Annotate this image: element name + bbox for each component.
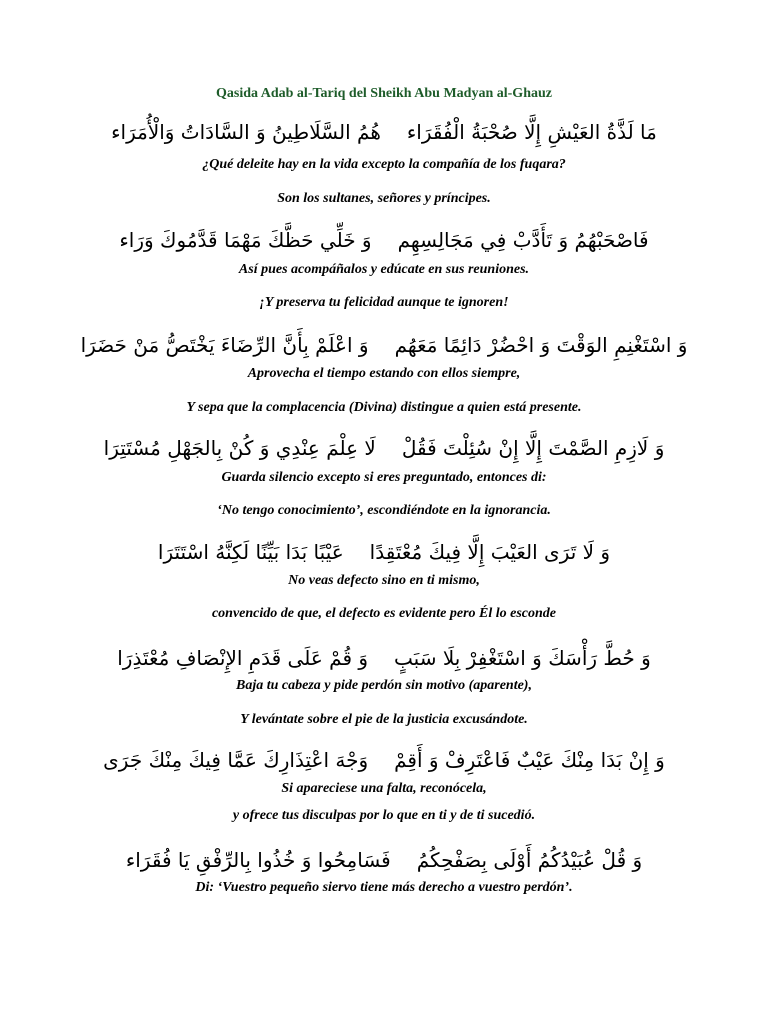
spanish-line: Aprovecha el tiempo estando con ellos siempre,	[247, 366, 521, 381]
arabic-verse-7	[0, 746, 768, 774]
spanish-line: Si apareciese una falta, reconócela,	[281, 781, 487, 796]
spanish-line: Guarda silencio excepto si eres preguntado, entonces di:	[221, 470, 547, 485]
arabic-hemistich-2: فَسَامِحُوا وَ خُذُوا بِالرِّفْقِ يَا فُقَرَاء	[125, 848, 391, 872]
arabic-hemistich-2: وَجْهَ اعْتِذَارِكَ عَمَّا فِيكَ مِنْكَ جَرَى	[103, 748, 369, 772]
spanish-line: Y sepa que la complacencia (Divina) distingue a quien está presente.	[186, 400, 582, 415]
spanish-line: Así pues acompáñalos y edúcate en sus reuniones.	[238, 262, 530, 277]
spanish-line: ¿Qué deleite hay en la vida excepto la compañía de los fuqara?	[202, 157, 566, 172]
arabic-verse-3	[0, 331, 768, 359]
arabic-hemistich-1: وَ لَازِمِ الصَّمْتَ إِلَّا إِنْ سُئِلْتَ فَقُلْ	[401, 436, 665, 460]
arabic-hemistich-2: هُمُ السَّلَاطِينُ وَ السَّادَاتُ وَالْأُمَرَاء	[111, 120, 381, 144]
arabic-hemistich-2: وَ اعْلَمْ بِأَنَّ الرِّضَاءَ يَخْتَصُّ مَنْ حَضَرَا	[80, 333, 369, 357]
arabic-hemistich-1: فَاصْحَبْهُمُ وَ تَأَدَّبْ فِي مَجَالِسِهِم	[397, 228, 649, 252]
spanish-line: ¡Y preserva tu felicidad aunque te ignoren!	[259, 295, 509, 310]
spanish-line: Son los sultanes, señores y príncipes.	[277, 191, 491, 206]
arabic-hemistich-1: وَ إِنْ بَدَا مِنْكَ عَيْبٌ فَاعْتَرِفْ وَ أَقِمْ	[394, 748, 665, 772]
arabic-hemistich-2: لَا عِلْمَ عِنْدِي وَ كُنْ بِالجَهْلِ مُسْتَتِرَا	[103, 436, 376, 460]
arabic-hemistich-1: وَ قُلْ عُبَيْدُكُمُ أَوْلَى بِصَفْحِكُمُ	[416, 848, 643, 872]
spanish-line: No veas defecto sino en ti mismo,	[288, 573, 480, 588]
spanish-line: Y levántate sobre el pie de la justicia excusándote.	[240, 712, 528, 727]
arabic-verse-2	[0, 226, 768, 254]
spanish-line: ‘No tengo conocimiento’, escondiéndote en la ignorancia.	[217, 503, 551, 518]
spanish-line: Baja tu cabeza y pide perdón sin motivo (aparente),	[236, 678, 532, 693]
arabic-verse-6	[0, 644, 768, 672]
arabic-hemistich-1: مَا لَذَّةُ العَيْشِ إِلَّا صُحْبَةُ الْفُقَرَاء	[406, 120, 657, 144]
arabic-verse-8	[0, 846, 768, 874]
spanish-line: y ofrece tus disculpas por lo que en ti y de ti sucedió.	[232, 808, 536, 823]
arabic-hemistich-1: وَ لَا تَرَى العَيْبَ إِلَّا فِيكَ مُعْتَقِدًا	[369, 540, 611, 564]
spanish-line: convencido de que, el defecto es evidente pero Él lo esconde	[211, 606, 557, 621]
spanish-line: Di: ‘Vuestro pequeño siervo tiene más derecho a vuestro perdón’.	[195, 880, 573, 895]
arabic-hemistich-1: وَ اسْتَغْنِمِ الوَقْتَ وَ احْضُرْ دَائِمًا مَعَهُم	[394, 333, 688, 357]
document-title: Qasida Adab al-Tariq del Sheikh Abu Madyan al-Ghauz	[216, 86, 552, 101]
arabic-hemistich-2: عَيْبًا بَدَا بَيِّنًا لَكِنَّهُ اسْتَتَرَا	[157, 540, 344, 564]
arabic-hemistich-2: وَ خَلِّي حَظَّكَ مَهْمَا قَدَّمُوكَ وَرَاء	[119, 228, 372, 252]
arabic-hemistich-2: وَ قُمْ عَلَى قَدَمِ الإِنْصَافِ مُعْتَذِرَا	[117, 646, 369, 670]
arabic-verse-5	[0, 538, 768, 566]
arabic-verse-1	[0, 118, 768, 146]
arabic-verse-4	[0, 434, 768, 462]
arabic-hemistich-1: وَ حُطَّ رَأْسَكَ وَ اسْتَغْفِرْ بِلَا سَبَبٍ	[394, 646, 651, 670]
